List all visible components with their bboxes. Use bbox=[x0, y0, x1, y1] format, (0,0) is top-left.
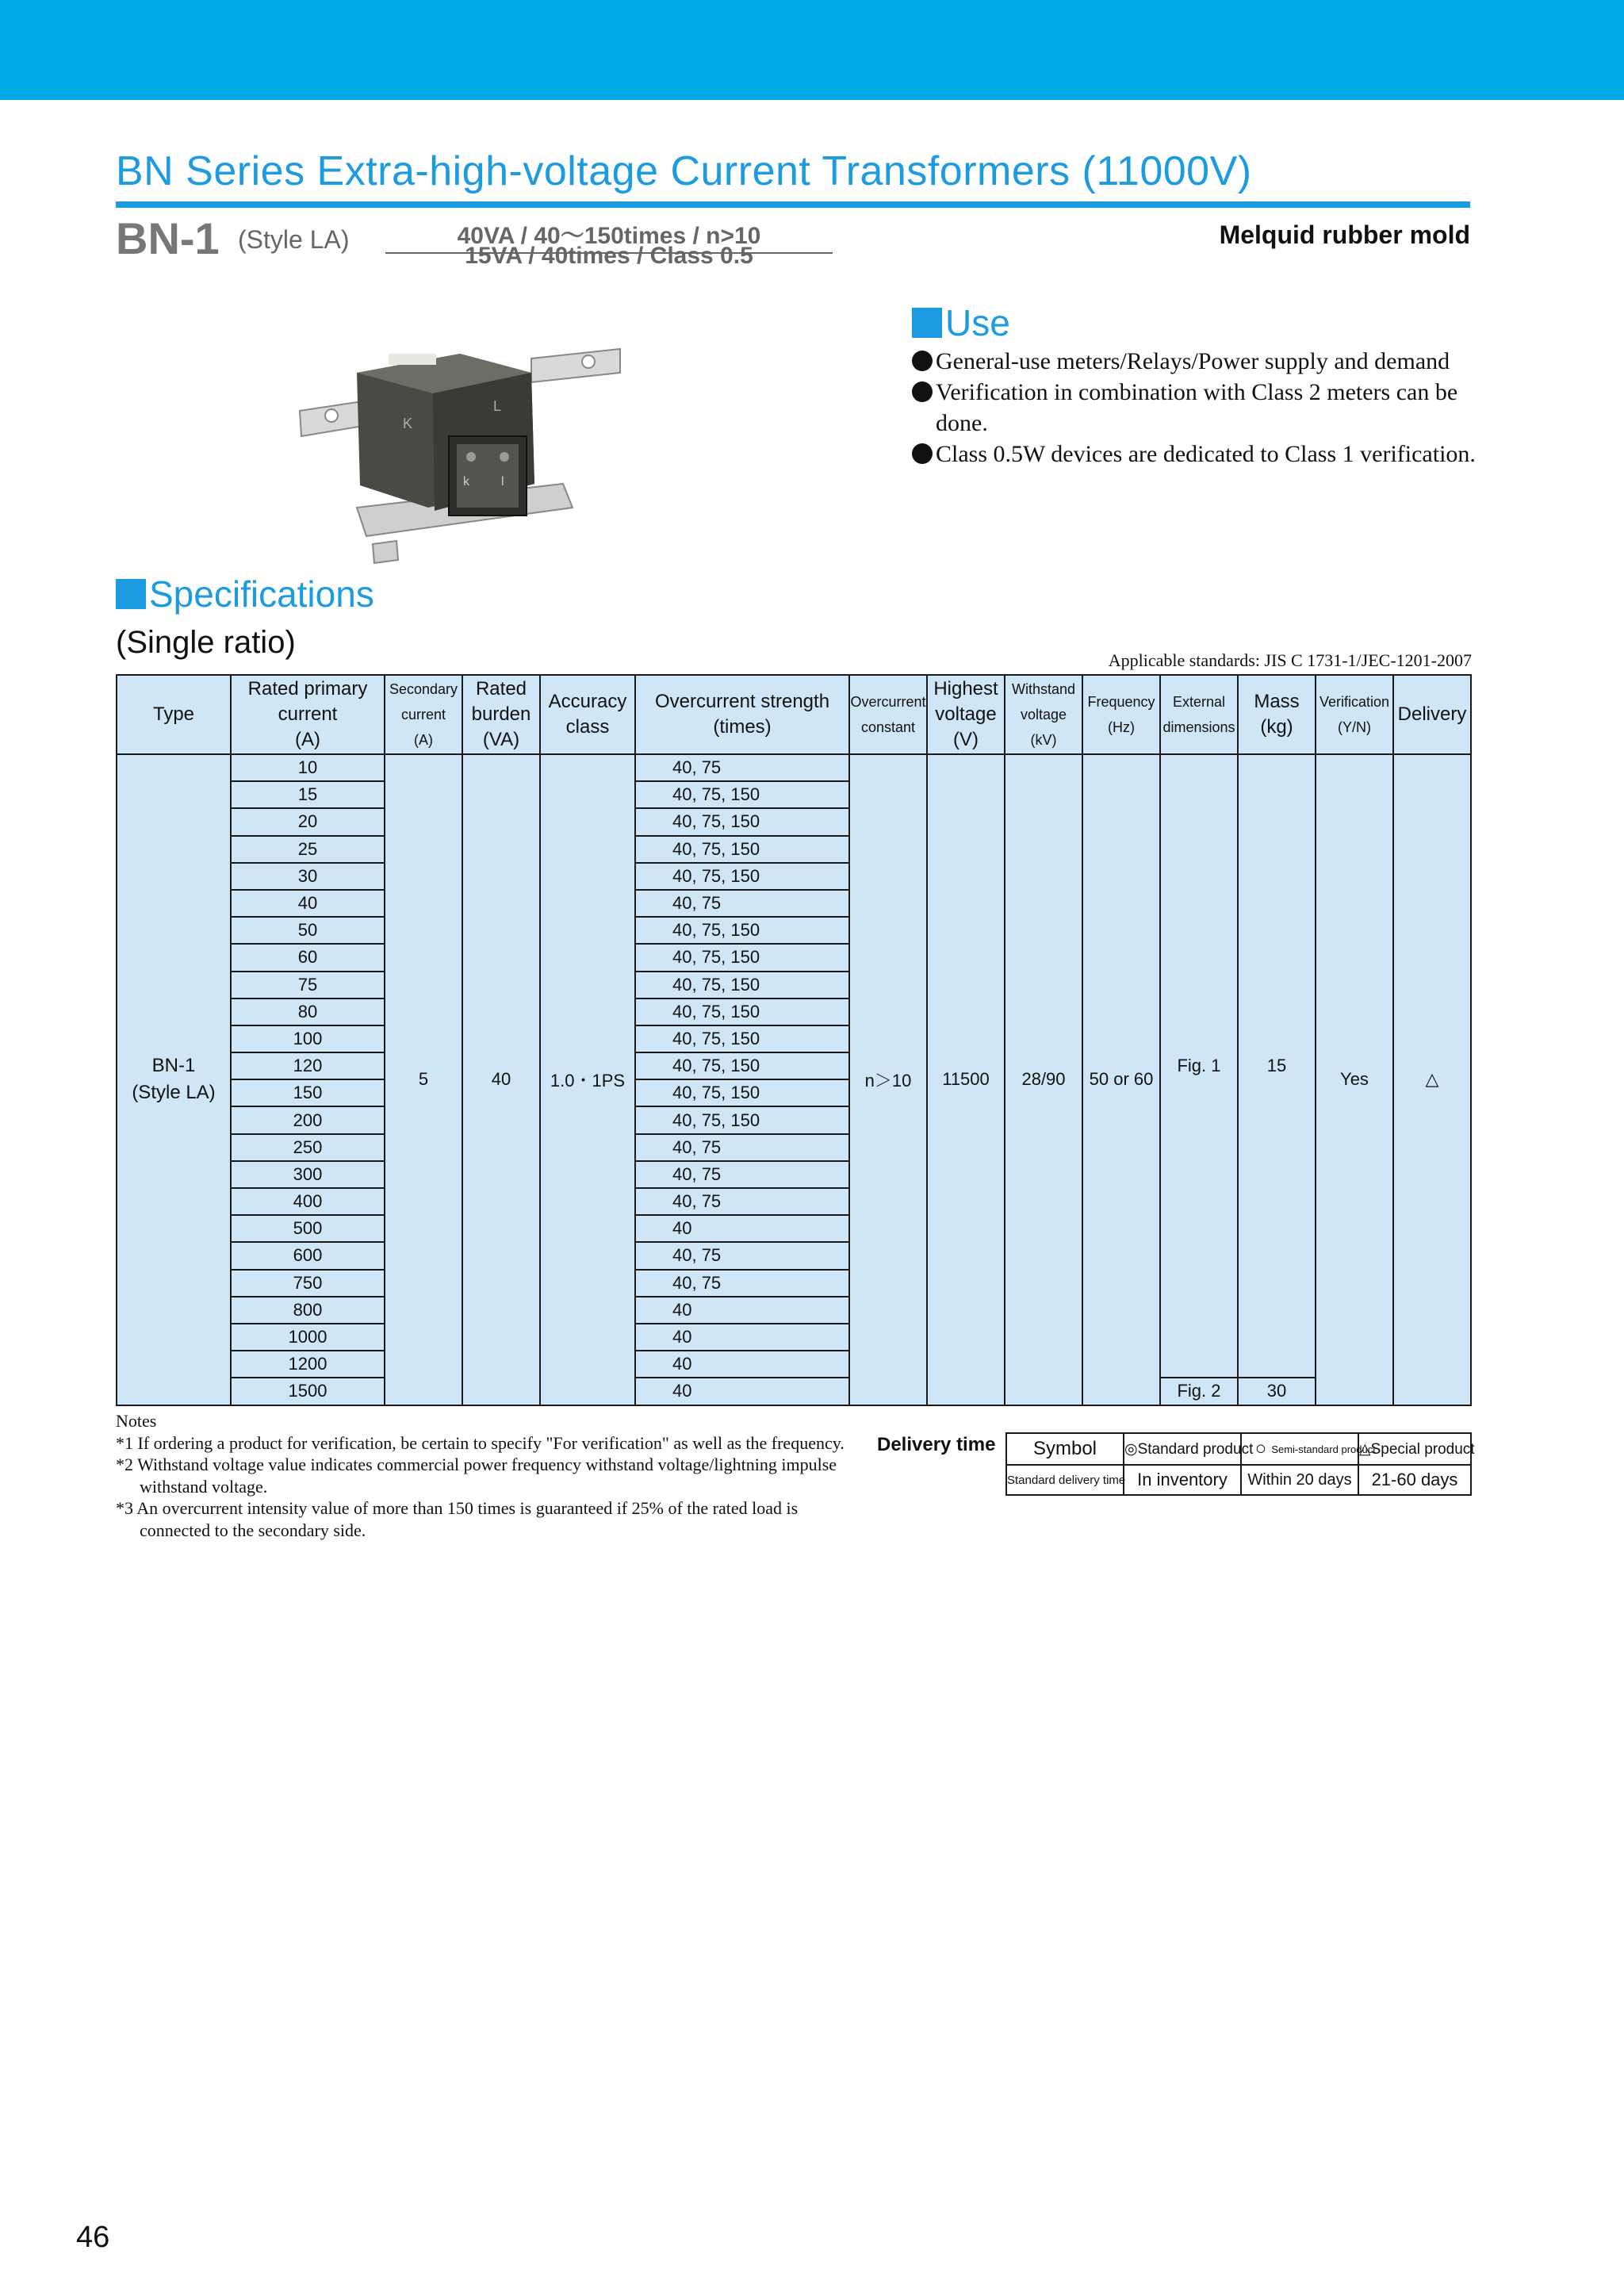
note-item: *2 Withstand voltage value indicates commercial power frequency withstand voltage/lightning impulse withstand voltage. bbox=[116, 1455, 837, 1497]
notes-heading: Notes bbox=[116, 1411, 157, 1431]
terminal-label-K: K bbox=[403, 416, 413, 431]
semi-standard-product-cell: ○ Semi-standard product bbox=[1241, 1433, 1358, 1465]
rating-line-1: 40VA / 40～150times / n>10 bbox=[385, 216, 833, 254]
model-name: BN-1 bbox=[116, 213, 220, 263]
delivery-cell: △ bbox=[1393, 754, 1471, 1405]
header-highest-voltage: Highest voltage (V) bbox=[927, 675, 1005, 754]
primary-current-cell: 600 bbox=[231, 1242, 385, 1269]
primary-current-cell: 1500 bbox=[231, 1378, 385, 1405]
overcurrent-strength-cell: 40, 75, 150 bbox=[635, 972, 849, 999]
use-item: General-use meters/Relays/Power supply and demand bbox=[912, 346, 1483, 377]
primary-current-cell: 80 bbox=[231, 999, 385, 1025]
single-ratio-subheading: (Single ratio) bbox=[116, 625, 296, 660]
header-rated-burden: Rated burden (VA) bbox=[462, 675, 540, 754]
frequency-cell: 50 or 60 bbox=[1082, 754, 1160, 1405]
primary-current-cell: 750 bbox=[231, 1270, 385, 1297]
within-20-days-cell: Within 20 days bbox=[1241, 1465, 1358, 1495]
verification-cell: Yes bbox=[1316, 754, 1393, 1405]
use-item: Class 0.5W devices are dedicated to Class 1 verification. bbox=[912, 439, 1483, 470]
header-overcurrent-strength: Overcurrent strength (times) bbox=[635, 675, 849, 754]
overcurrent-strength-cell: 40, 75 bbox=[635, 1270, 849, 1297]
overcurrent-strength-cell: 40 bbox=[635, 1378, 849, 1405]
bullet-icon bbox=[912, 381, 933, 402]
use-list bbox=[912, 346, 1483, 470]
overcurrent-strength-cell: 40 bbox=[635, 1215, 849, 1242]
header-accuracy-class: Accuracy class bbox=[540, 675, 635, 754]
primary-current-cell: 20 bbox=[231, 808, 385, 835]
symbol-header: Symbol bbox=[1006, 1433, 1124, 1465]
overcurrent-strength-cell: 40 bbox=[635, 1351, 849, 1378]
specifications-table bbox=[116, 674, 1472, 1406]
overcurrent-strength-cell: 40 bbox=[635, 1297, 849, 1324]
square-bullet-icon bbox=[912, 308, 942, 338]
delivery-time-table bbox=[1005, 1432, 1475, 1496]
type-cell: BN-1 (Style LA) bbox=[117, 754, 231, 1405]
bullet-icon bbox=[912, 351, 933, 371]
primary-current-cell: 120 bbox=[231, 1052, 385, 1079]
overcurrent-strength-cell: 40, 75, 150 bbox=[635, 808, 849, 835]
delivery-time-label: Delivery time bbox=[877, 1434, 996, 1455]
rated-burden-cell: 40 bbox=[462, 754, 540, 1405]
mass-cell: 30 bbox=[1238, 1378, 1316, 1405]
specifications-heading: Specifications bbox=[116, 573, 374, 615]
primary-current-cell: 800 bbox=[231, 1297, 385, 1324]
header-mass: Mass (kg) bbox=[1238, 675, 1316, 754]
top-color-band bbox=[0, 0, 1624, 100]
bullet-icon bbox=[912, 443, 933, 464]
overcurrent-strength-cell: 40, 75 bbox=[635, 1134, 849, 1161]
external-dimensions-cell: Fig. 1 bbox=[1160, 754, 1238, 1378]
primary-current-cell: 60 bbox=[231, 944, 385, 971]
rating-line-2: 15VA / 40times / Class 0.5 bbox=[465, 243, 753, 269]
note-item: *3 An overcurrent intensity value of more than 150 times is guaranteed if 25% of the rated load is connected to the secondary side. bbox=[116, 1498, 799, 1540]
primary-current-cell: 500 bbox=[231, 1215, 385, 1242]
mass-cell: 15 bbox=[1238, 754, 1316, 1378]
external-dimensions-cell: Fig. 2 bbox=[1160, 1378, 1238, 1405]
overcurrent-strength-cell: 40, 75 bbox=[635, 1188, 849, 1215]
header-type: Type bbox=[117, 675, 231, 754]
primary-current-cell: 1000 bbox=[231, 1324, 385, 1351]
primary-current-cell: 300 bbox=[231, 1161, 385, 1188]
primary-current-cell: 75 bbox=[231, 972, 385, 999]
overcurrent-strength-cell: 40, 75 bbox=[635, 754, 849, 781]
overcurrent-strength-cell: 40, 75, 150 bbox=[635, 1106, 849, 1133]
primary-current-cell: 400 bbox=[231, 1188, 385, 1215]
highest-voltage-cell: 11500 bbox=[927, 754, 1005, 1405]
overcurrent-strength-cell: 40, 75, 150 bbox=[635, 1052, 849, 1079]
overcurrent-strength-cell: 40, 75, 150 bbox=[635, 836, 849, 863]
days-21-60-cell: 21-60 days bbox=[1358, 1465, 1471, 1495]
secondary-current-cell: 5 bbox=[385, 754, 462, 1405]
header-external-dimensions: External dimensions bbox=[1160, 675, 1238, 754]
primary-current-cell: 10 bbox=[231, 754, 385, 781]
primary-current-cell: 30 bbox=[231, 863, 385, 890]
applicable-standards: Applicable standards: JIS C 1731-1/JEC-1201-2007 bbox=[1108, 650, 1472, 670]
primary-current-cell: 1200 bbox=[231, 1351, 385, 1378]
header-withstand-voltage: Withstand voltage (kV) bbox=[1005, 675, 1082, 754]
overcurrent-constant-cell: n＞10 bbox=[849, 754, 927, 1405]
overcurrent-strength-cell: 40 bbox=[635, 1324, 849, 1351]
table-row bbox=[117, 1378, 1471, 1405]
overcurrent-strength-cell: 40, 75, 150 bbox=[635, 917, 849, 944]
overcurrent-strength-cell: 40, 75, 150 bbox=[635, 781, 849, 808]
overcurrent-strength-cell: 40, 75, 150 bbox=[635, 944, 849, 971]
standard-product-cell: ◎Standard product bbox=[1124, 1433, 1241, 1465]
primary-current-cell: 200 bbox=[231, 1106, 385, 1133]
terminal-label-l: l bbox=[501, 475, 504, 489]
standard-delivery-time-label: Standard delivery time bbox=[1006, 1465, 1124, 1495]
primary-current-cell: 150 bbox=[231, 1079, 385, 1106]
accuracy-class-cell: 1.0・1PS bbox=[540, 754, 635, 1405]
overcurrent-strength-cell: 40, 75 bbox=[635, 1161, 849, 1188]
product-photo bbox=[293, 317, 619, 579]
primary-current-cell: 250 bbox=[231, 1134, 385, 1161]
overcurrent-strength-cell: 40, 75 bbox=[635, 890, 849, 917]
special-product-cell: △Special product bbox=[1358, 1433, 1471, 1465]
overcurrent-strength-cell: 40, 75, 150 bbox=[635, 1079, 849, 1106]
terminal-label-L: L bbox=[493, 398, 502, 414]
header-verification: Verification (Y/N) bbox=[1316, 675, 1393, 754]
use-heading: Use bbox=[912, 301, 1010, 344]
square-bullet-icon bbox=[116, 579, 146, 609]
page-number: 46 bbox=[76, 2221, 110, 2254]
overcurrent-strength-cell: 40, 75, 150 bbox=[635, 863, 849, 890]
primary-current-cell: 15 bbox=[231, 781, 385, 808]
overcurrent-strength-cell: 40, 75, 150 bbox=[635, 1025, 849, 1052]
note-item: *1 If ordering a product for verification, be certain to specify "For verification" as well as the frequency. bbox=[116, 1432, 845, 1453]
in-inventory-cell: In inventory bbox=[1124, 1465, 1241, 1495]
header-primary-current: Rated primary current (A) bbox=[231, 675, 385, 754]
primary-current-cell: 100 bbox=[231, 1025, 385, 1052]
notes bbox=[116, 1410, 861, 1541]
withstand-voltage-cell: 28/90 bbox=[1005, 754, 1082, 1405]
model-style: (Style LA) bbox=[238, 225, 350, 254]
table-row bbox=[117, 754, 1471, 781]
primary-current-cell: 40 bbox=[231, 890, 385, 917]
page-title: BN Series Extra-high-voltage Current Transformers (11000V) bbox=[116, 148, 1252, 194]
header-overcurrent-constant: Overcurrent constant bbox=[849, 675, 927, 754]
overcurrent-strength-cell: 40, 75, 150 bbox=[635, 999, 849, 1025]
header-frequency: Frequency (Hz) bbox=[1082, 675, 1160, 754]
specifications-table-body bbox=[117, 754, 1471, 1405]
title-underline bbox=[116, 201, 1470, 208]
primary-current-cell: 50 bbox=[231, 917, 385, 944]
header-delivery: Delivery bbox=[1393, 675, 1471, 754]
terminal-label-k: k bbox=[463, 475, 469, 489]
primary-current-cell: 25 bbox=[231, 836, 385, 863]
mold-type: Melquid rubber mold bbox=[1219, 220, 1470, 249]
overcurrent-strength-cell: 40, 75 bbox=[635, 1242, 849, 1269]
header-secondary-current: Secondary current (A) bbox=[385, 675, 462, 754]
use-item: Verification in combination with Class 2 meters can be done. bbox=[912, 377, 1483, 439]
